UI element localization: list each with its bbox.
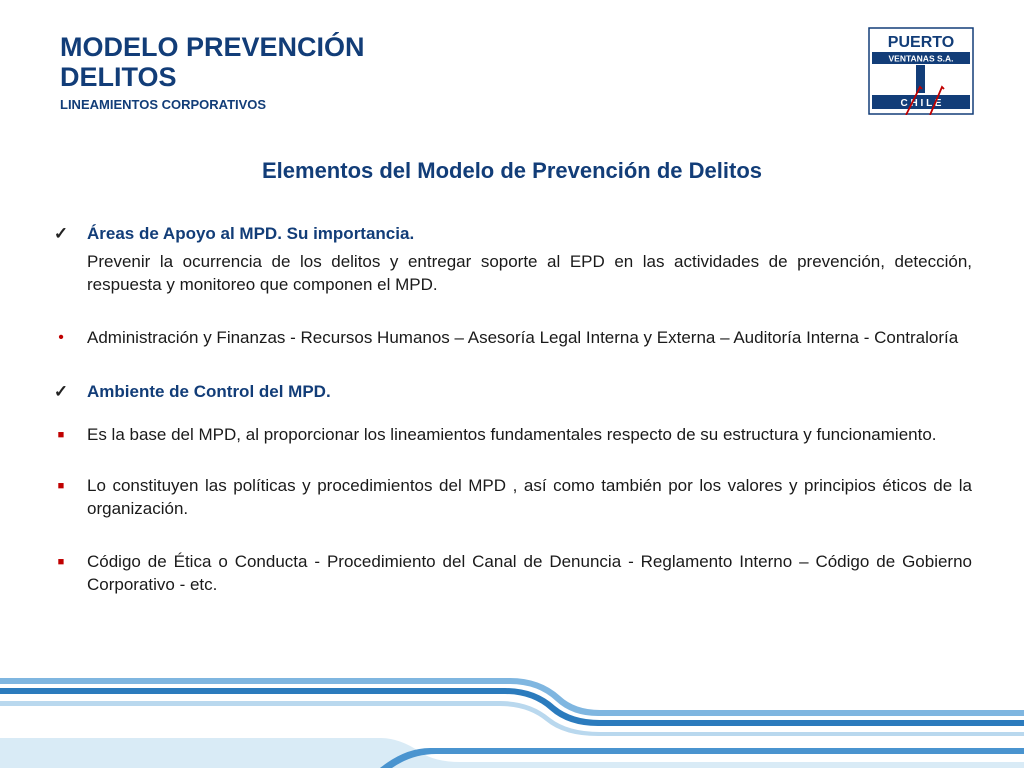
checkmark-icon: ✓ xyxy=(53,382,69,401)
list-item xyxy=(50,474,972,520)
list-item xyxy=(50,423,972,446)
slide-heading: Elementos del Modelo de Prevención de Delitos xyxy=(261,158,762,183)
bullet-dot-icon: • xyxy=(58,329,64,346)
section2-item xyxy=(50,380,972,403)
logo-text-bottom: C H I L E xyxy=(900,98,942,109)
list-item xyxy=(50,550,972,596)
content-area xyxy=(50,222,972,596)
section1-title: Áreas de Apoyo al MPD. Su importancia. xyxy=(87,224,415,243)
page-subtitle: LINEAMIENTOS CORPORATIVOS xyxy=(60,97,267,112)
page-title-line2: DELITOS xyxy=(60,62,177,92)
section1-text: Prevenir la ocurrencia de los delitos y entregar soporte al EPD en las actividades de prevención, detección, respuesta y monitoreo que componen el MPD. xyxy=(87,252,972,294)
section1-paragraph xyxy=(50,250,972,296)
header-title-block xyxy=(60,32,365,113)
logo-text-top: PUERTO xyxy=(887,34,955,51)
section1-bullet-text: Administración y Finanzas - Recursos Humanos – Asesoría Legal Interna y Externa – Auditoría Interna - Contraloría xyxy=(87,328,959,347)
footer-stripe xyxy=(0,688,1024,726)
section2-bullet-text: Es la base del MPD, al proporcionar los lineamientos fundamentales respecto de su estructura y funcionamiento. xyxy=(87,425,937,444)
logo-text-middle: VENTANAS S.A. xyxy=(888,53,954,64)
square-bullet-icon: ■ xyxy=(57,429,65,441)
footer-stripe xyxy=(0,701,1024,736)
checkmark-icon: ✓ xyxy=(53,224,69,243)
square-bullet-icon: ■ xyxy=(57,480,65,492)
section2-bullet-text: Código de Ética o Conducta - Procedimiento del Canal de Denuncia - Reglamento Interno – Código de Gobierno Corporativo - etc. xyxy=(87,552,972,594)
section1-bullet-item xyxy=(50,326,972,349)
section1-item xyxy=(50,222,972,245)
section2-bullet-text: Lo constituyen las políticas y procedimientos del MPD , así como también por los valores y principios éticos de la organización. xyxy=(87,476,972,518)
page-title-line1: MODELO PREVENCIÓN xyxy=(60,32,365,62)
footer-stripe xyxy=(0,678,1024,716)
section2-title: Ambiente de Control del MPD. xyxy=(87,382,331,401)
puerto-ventanas-logo xyxy=(868,27,974,115)
footer-wave-decoration xyxy=(0,668,1024,768)
square-bullet-icon: ■ xyxy=(57,556,65,568)
